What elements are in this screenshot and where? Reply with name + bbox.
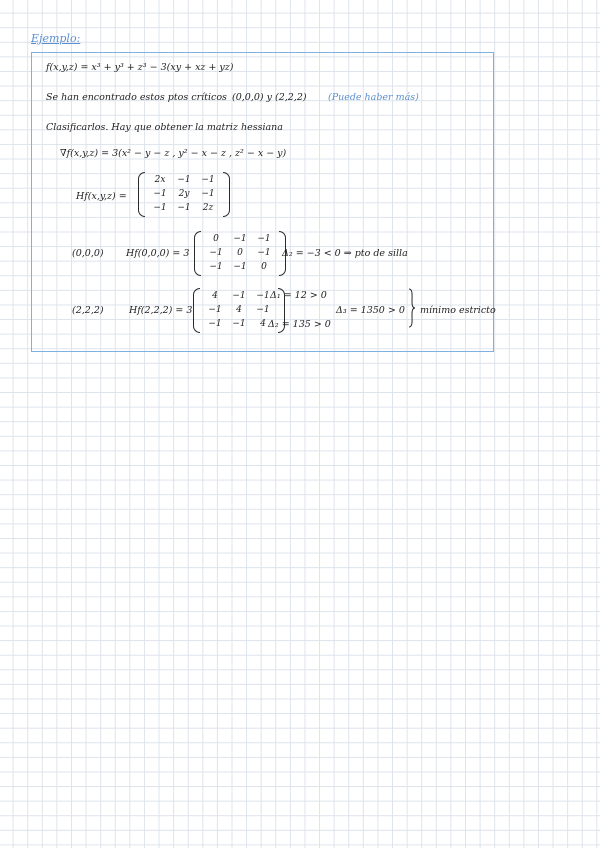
case1-label: Hf(0,0,0) = 3 — [126, 248, 190, 259]
matrix-grid — [200, 288, 278, 333]
left-paren — [138, 172, 145, 217]
matrix-cell: −1 — [209, 248, 223, 258]
matrix-cell: 4 — [212, 291, 218, 301]
case2-conclusion: mínimo estricto — [420, 305, 496, 316]
matrix-cell: 0 — [237, 248, 243, 258]
matrix-cell: −1 — [256, 291, 270, 301]
matrix-cell: −1 — [233, 234, 247, 244]
function-definition: f(x,y,z) = x³ + y³ + z³ − 3(xy + xz + yz) — [46, 62, 234, 73]
matrix-cell: −1 — [257, 248, 271, 258]
matrix-cell: 0 — [261, 262, 267, 272]
left-paren — [193, 288, 200, 333]
matrix-cell: −1 — [257, 234, 271, 244]
curly-brace-icon — [408, 288, 416, 328]
matrix-cell: −1 — [209, 262, 223, 272]
critical-points: (0,0,0) y (2,2,2) — [232, 92, 307, 103]
matrix-cell: −1 — [153, 189, 167, 199]
matrix-cell: 2z — [202, 203, 214, 213]
matrix-cell: −1 — [232, 291, 246, 301]
matrix-cell: 0 — [213, 234, 219, 244]
hessian-matrix — [138, 172, 230, 217]
case2-label: Hf(2,2,2) = 3 — [129, 305, 193, 316]
matrix-cell: −1 — [177, 175, 191, 185]
gradient-expression: ∇f(x,y,z) = 3(x² − y − z , y² − x − z , z² − x − y) — [60, 148, 287, 159]
matrix-cell: −1 — [208, 305, 222, 315]
classify-text: Clasificarlos. Hay que obtener la matriz hessiana — [46, 122, 283, 133]
case2-delta3: Δ₃ = 1350 > 0 — [336, 305, 405, 316]
matrix-cell: −1 — [256, 305, 270, 315]
matrix-cell: −1 — [201, 175, 215, 185]
left-paren — [194, 231, 201, 276]
matrix-cell: −1 — [208, 319, 222, 329]
example-heading: Ejemplo: — [31, 32, 81, 45]
matrix-grid — [145, 172, 223, 217]
matrix-cell: 4 — [236, 305, 242, 315]
critical-points-text: Se han encontrado estos ptos críticos — [46, 92, 227, 103]
note-text: (Puede haber más) — [328, 92, 419, 103]
case1-result: Δ₂ = −3 < 0 ⇒ pto de silla — [282, 248, 408, 259]
matrix-cell: 4 — [260, 319, 266, 329]
matrix-cell: −1 — [232, 319, 246, 329]
matrix-grid — [201, 231, 279, 276]
case2-delta2: Δ₂ = 135 > 0 — [268, 319, 331, 330]
hessian-label: Hf(x,y,z) = — [76, 191, 127, 202]
case2-point: (2,2,2) — [72, 305, 104, 316]
matrix-cell: 2y — [178, 189, 190, 199]
matrix-cell: −1 — [153, 203, 167, 213]
matrix-cell: −1 — [177, 203, 191, 213]
case2-delta1: Δ₁ = 12 > 0 — [270, 290, 327, 301]
case1-point: (0,0,0) — [72, 248, 104, 259]
case1-matrix — [194, 231, 286, 276]
matrix-cell: 2x — [154, 175, 166, 185]
matrix-cell: −1 — [233, 262, 247, 272]
right-paren — [223, 172, 230, 217]
matrix-cell: −1 — [201, 189, 215, 199]
